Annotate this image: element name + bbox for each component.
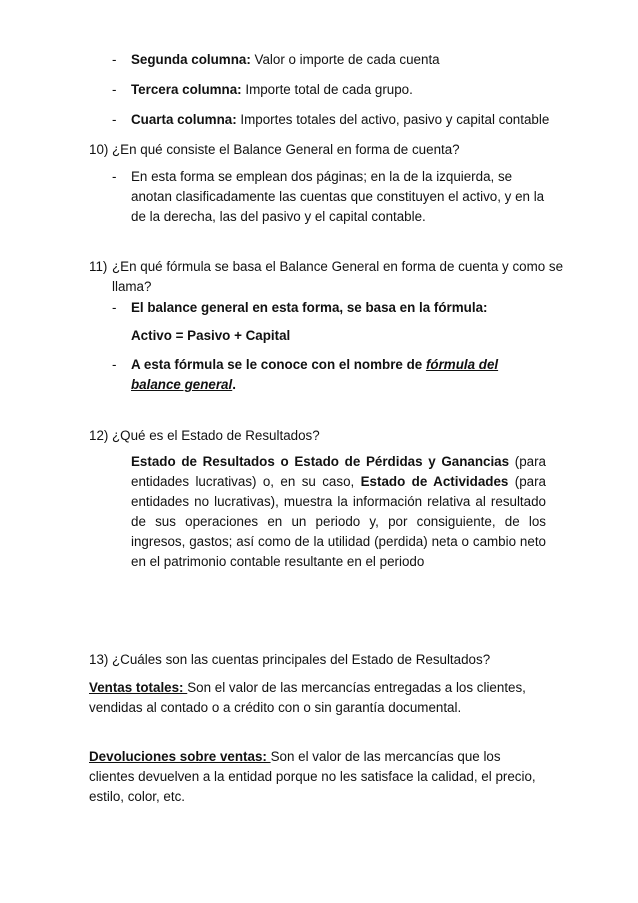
question-text: ¿Qué es el Estado de Resultados? xyxy=(112,428,320,443)
question-number: 10) xyxy=(89,142,109,157)
list-item: Cuarta columna: Importes totales del activo, pasivo y capital contable xyxy=(131,112,550,127)
question-number: 12) xyxy=(89,428,109,443)
answer-text: En esta forma se emplean dos páginas; en la de la izquierda, se anotan clasificadamente las cuentas que constituyen el activo, y en la de la derecha, las del pasivo y el capital contable. xyxy=(131,169,545,224)
bullet-dash: - xyxy=(112,52,117,67)
answer-text: A esta fórmula se le conoce con el nombre de fórmula del balance general. xyxy=(131,357,499,392)
question-text: ¿En qué fórmula se basa el Balance General en forma de cuenta y como se llama? xyxy=(112,259,564,294)
bullet-dash: - xyxy=(112,357,117,372)
answer-paragraph: Ventas totales: Son el valor de las mercancías entregadas a los clientes, vendidas al contado o a crédito con o sin garantía documental. xyxy=(89,680,526,715)
question-number: 13) xyxy=(89,652,109,667)
answer-text: El balance general en esta forma, se basa en la fórmula: xyxy=(131,300,488,315)
answer-paragraph: Estado de Resultados o Estado de Pérdidas y Ganancias (para entidades lucrativas) o, en su caso, Estado de Actividades (para entidades no lucrativas), muestra la información relativa al resultado de sus operaciones en un periodo y, por consiguiente, de los ingresos, gastos; así como de la utilidad (perdida) neta o cambio neto en el patrimonio contable resultante en el periodo xyxy=(131,454,546,569)
term-link: fórmula del balance general xyxy=(131,357,499,392)
bullet-dash: - xyxy=(112,112,117,127)
list-item: Segunda columna: Valor o importe de cada cuenta xyxy=(131,52,440,67)
formula: Activo = Pasivo + Capital xyxy=(131,328,291,343)
bullet-dash: - xyxy=(112,169,117,184)
question-text: ¿Cuáles son las cuentas principales del Estado de Resultados? xyxy=(112,652,491,667)
list-item: Tercera columna: Importe total de cada grupo. xyxy=(131,82,413,97)
bullet-dash: - xyxy=(112,82,117,97)
question-text: ¿En qué consiste el Balance General en forma de cuenta? xyxy=(112,142,460,157)
bullet-dash: - xyxy=(112,300,117,315)
question-number: 11) xyxy=(89,259,108,274)
answer-paragraph: Devoluciones sobre ventas: Son el valor de las mercancías que los clientes devuelven a la entidad porque no les satisface la calidad, el precio, estilo, color, etc. xyxy=(89,749,536,804)
